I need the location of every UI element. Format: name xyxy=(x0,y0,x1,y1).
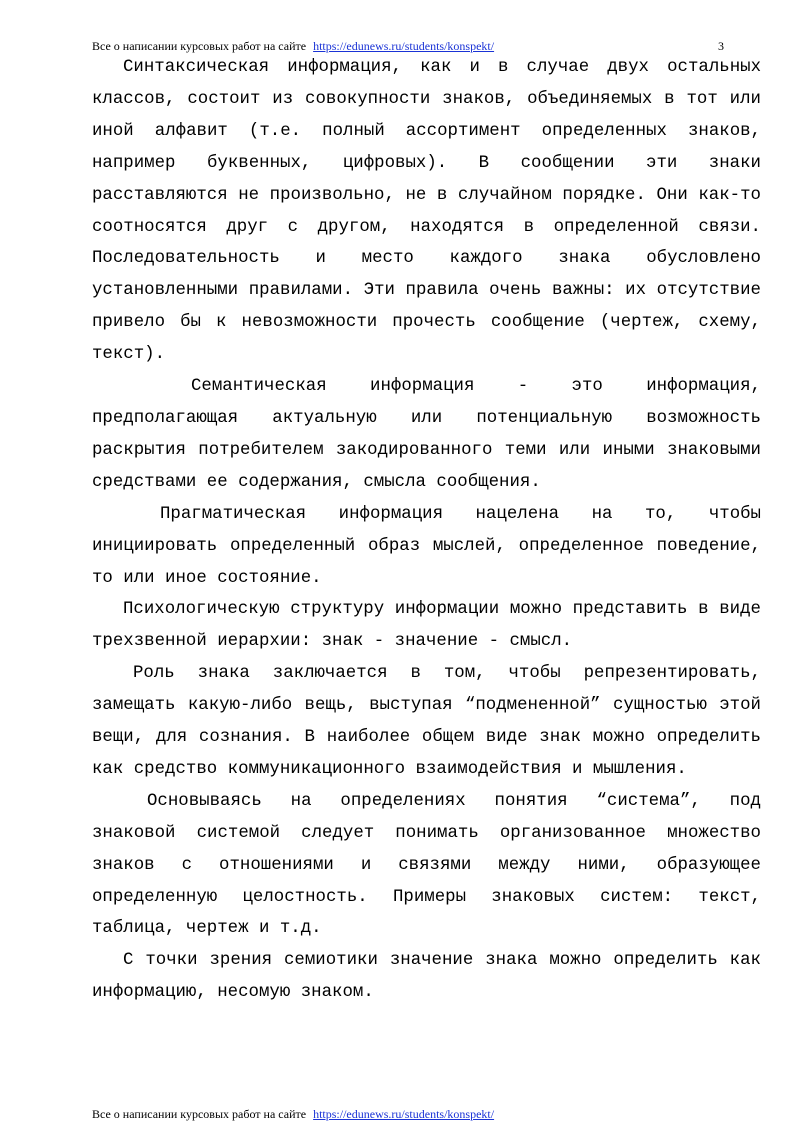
paragraph-psychological-structure: Психологическую структуру информации можно представить в виде трехзвенной иерархии: знак - значение - смысл. xyxy=(92,600,761,652)
page-header xyxy=(92,39,762,53)
footer-link[interactable]: https://edunews.ru/students/konspekt/ xyxy=(313,1107,495,1121)
paragraph-sign-role: Роль знака заключается в том, чтобы репрезентировать, замещать какую-либо вещь, выступая “подмененной” сущностью этой вещи, для сознания. В наиболее общем виде знак можно определить как средство коммуникационного взаимодействия и мышления. xyxy=(92,664,761,779)
paragraph-sign-system: Основываясь на определениях понятия “система”, под знаковой системой следует понимать организованное множество знаков с отношениями и связями между ними, образующее определенную целостность. Примеры знаковых систем: текст, таблица, чертеж и т.д. xyxy=(92,791,761,939)
header-text: Все о написании курсовых работ на сайте xyxy=(92,39,307,53)
paragraph-syntactic-information: Синтаксическая информация, как и в случае двух остальных классов, состоит из совокупности знаков, объединяемых в тот или иной алфавит (т.е. полный ассортимент определенных знаков, например буквенных, цифровых). В сообщении эти знаки расставляются не произвольно, не в случайном порядке. Они как-то соотносятся друг с другом, находятся в определенной связи. Последовательность и место каждого знака обусловлено установленными правилами. Эти правила очень важны: их отсутствие привело бы к невозможности прочесть сообщение (чертеж, схему, текст). xyxy=(92,58,761,365)
page-number: 3 xyxy=(718,39,724,53)
paragraph-semantic-information: Семантическая информация - это информация, предполагающая актуальную или потенциальную возможность раскрытия потребителем закодированного теми или иными знаковыми средствами ее содержания, смысла сообщения. xyxy=(92,377,761,492)
paragraph-semiotics: С точки зрения семиотики значение знака можно определить как информацию, несомую знаком. xyxy=(92,951,761,1003)
paragraph-pragmatic-information: Прагматическая информация нацелена на то, чтобы инициировать определенный образ мыслей, определенное поведение, то или иное состояние. xyxy=(92,504,761,588)
footer-text: Все о написании курсовых работ на сайте xyxy=(92,1107,307,1121)
document-body xyxy=(92,52,761,1009)
header-link[interactable]: https://edunews.ru/students/konspekt/ xyxy=(313,39,495,53)
page-footer xyxy=(92,1107,762,1121)
